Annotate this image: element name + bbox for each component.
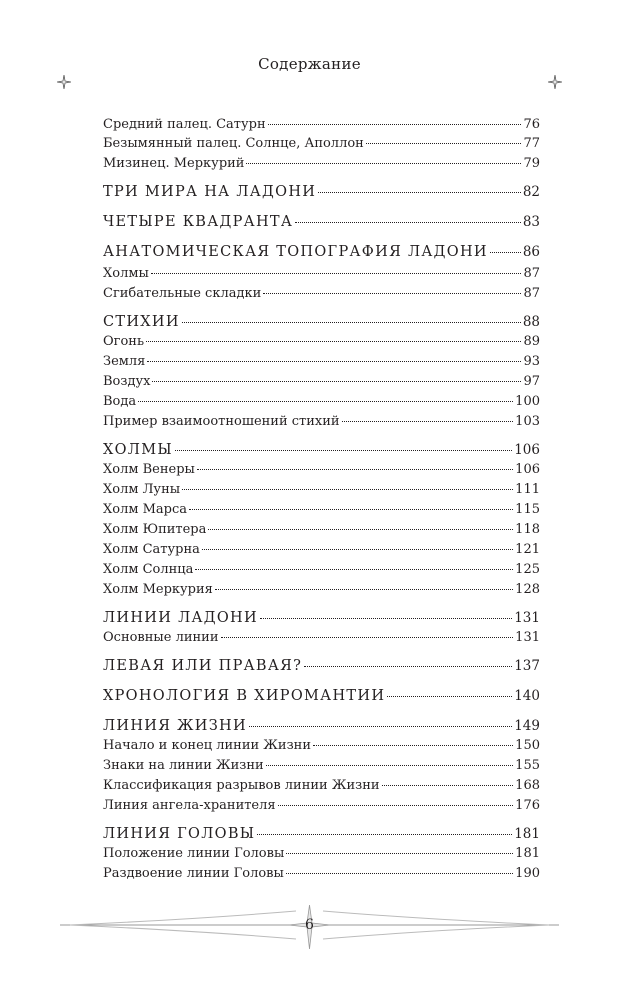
toc-entry-row bbox=[103, 117, 540, 137]
toc-entry-title: Безымянный палец. Солнце, Аполлон bbox=[103, 136, 364, 151]
toc-dot-leader bbox=[304, 665, 512, 667]
toc-dot-leader bbox=[268, 123, 522, 125]
toc-entry-title: Пример взаимоотношений стихий bbox=[103, 414, 340, 429]
toc-dot-leader bbox=[387, 695, 512, 697]
toc-entry-title: АНАТОМИЧЕСКАЯ ТОПОГРАФИЯ ЛАДОНИ bbox=[103, 244, 488, 260]
toc-dot-leader bbox=[215, 588, 513, 590]
toc-entry-title: Раздвоение линии Головы bbox=[103, 866, 284, 881]
toc-entry-row bbox=[103, 414, 540, 434]
toc-entry-row bbox=[103, 136, 540, 156]
toc-dot-leader bbox=[151, 272, 522, 274]
toc-entry-row bbox=[103, 542, 540, 562]
toc-entry-title: ЛИНИЯ ГОЛОВЫ bbox=[103, 826, 256, 842]
toc-entry-title: Сгибательные складки bbox=[103, 286, 262, 301]
toc-entry-title: Линия ангела-хранителя bbox=[103, 798, 276, 813]
toc-entry-title: Холм Юпитера bbox=[103, 522, 207, 537]
toc-entry-row bbox=[103, 738, 540, 758]
toc-page-number: 79 bbox=[523, 156, 540, 171]
toc-entry-title: Основные линии bbox=[103, 630, 219, 645]
toc-entry-row bbox=[103, 156, 540, 176]
toc-page-number: 87 bbox=[523, 266, 540, 281]
toc-entry-title: Холм Марса bbox=[103, 502, 187, 517]
toc-page-number: 88 bbox=[522, 314, 540, 330]
toc-entry-row bbox=[103, 286, 540, 306]
toc-entry-title: Классификация разрывов линии Жизни bbox=[103, 778, 380, 793]
toc-dot-leader bbox=[382, 784, 514, 786]
toc-entry-row bbox=[103, 582, 540, 602]
toc-entry-title: Вода bbox=[103, 394, 137, 409]
ornament-star-right-icon bbox=[548, 75, 562, 89]
page-number: 6 bbox=[305, 917, 314, 933]
toc-entry-row bbox=[103, 758, 540, 778]
toc-entry-title: Знаки на линии Жизни bbox=[103, 758, 264, 773]
toc-entry-title: СТИХИИ bbox=[103, 314, 180, 330]
toc-page-number: 131 bbox=[515, 630, 540, 645]
toc-dot-leader bbox=[189, 508, 513, 510]
page-header-title: Содержание bbox=[258, 55, 361, 73]
toc-page-number: 100 bbox=[515, 394, 540, 409]
toc-entry-title: ТРИ МИРА НА ЛАДОНИ bbox=[103, 184, 317, 200]
toc-entry-title: ЛИНИИ ЛАДОНИ bbox=[103, 610, 258, 626]
toc-dot-leader bbox=[286, 872, 513, 874]
toc-page-number: 77 bbox=[523, 136, 540, 151]
toc-page-number: 181 bbox=[515, 846, 540, 861]
toc-entry-title: Воздух bbox=[103, 374, 151, 389]
toc-page-number: 86 bbox=[522, 244, 540, 260]
toc-entry-row bbox=[103, 354, 540, 374]
toc-entry-title: Холм Меркурия bbox=[103, 582, 213, 597]
toc-dot-leader bbox=[138, 400, 513, 402]
toc-dot-leader bbox=[342, 420, 514, 422]
toc-dot-leader bbox=[286, 852, 513, 854]
toc-entry-row bbox=[103, 846, 540, 866]
toc-page-number: 137 bbox=[514, 658, 540, 674]
toc-dot-leader bbox=[146, 340, 521, 342]
toc-dot-leader bbox=[147, 360, 521, 362]
toc-dot-leader bbox=[152, 380, 521, 382]
toc-dot-leader bbox=[295, 221, 521, 223]
toc-dot-leader bbox=[175, 449, 512, 451]
toc-page-number: 118 bbox=[515, 522, 540, 537]
toc-page-number: 131 bbox=[514, 610, 540, 626]
toc-page-number: 121 bbox=[515, 542, 540, 557]
toc-page-number: 190 bbox=[515, 866, 540, 881]
toc-chapter-row bbox=[103, 184, 540, 206]
toc-page-number: 111 bbox=[515, 482, 540, 497]
toc-entry-row bbox=[103, 562, 540, 582]
toc-entry-title: Земля bbox=[103, 354, 146, 369]
toc-page-number: 149 bbox=[514, 718, 540, 734]
toc-page-number: 168 bbox=[515, 778, 540, 793]
toc-dot-leader bbox=[257, 833, 512, 835]
toc-entry-title: ЛИНИЯ ЖИЗНИ bbox=[103, 718, 247, 734]
toc-page-number: 176 bbox=[515, 798, 540, 813]
toc-page-number: 82 bbox=[522, 184, 540, 200]
toc-entry-title: Холм Венеры bbox=[103, 462, 195, 477]
toc-dot-leader bbox=[221, 636, 514, 638]
toc-entry-title: Положение линии Головы bbox=[103, 846, 285, 861]
toc-chapter-row bbox=[103, 826, 540, 848]
toc-entry-row bbox=[103, 462, 540, 482]
toc-page-number: 97 bbox=[523, 374, 540, 389]
toc-entry-row bbox=[103, 334, 540, 354]
toc-dot-leader bbox=[313, 744, 513, 746]
toc-entry-title: ЛЕВАЯ ИЛИ ПРАВАЯ? bbox=[103, 658, 303, 674]
toc-page-number: 155 bbox=[515, 758, 540, 773]
toc-page-number: 140 bbox=[514, 688, 540, 704]
toc-dot-leader bbox=[195, 568, 513, 570]
toc-dot-leader bbox=[490, 251, 521, 253]
toc-entry-title: Мизинец. Меркурий bbox=[103, 156, 245, 171]
toc-dot-leader bbox=[263, 292, 521, 294]
toc-entry-title: Холм Солнца bbox=[103, 562, 194, 577]
toc-dot-leader bbox=[260, 617, 512, 619]
toc-entry-row bbox=[103, 630, 540, 650]
toc-page-number: 76 bbox=[523, 117, 540, 132]
toc-page-number: 181 bbox=[514, 826, 540, 842]
toc-dot-leader bbox=[278, 804, 514, 806]
toc-entry-row bbox=[103, 522, 540, 542]
toc-chapter-row bbox=[103, 214, 540, 236]
toc-dot-leader bbox=[246, 162, 521, 164]
toc-entry-title: Холм Сатурна bbox=[103, 542, 200, 557]
toc-entry-row bbox=[103, 482, 540, 502]
toc-page-number: 93 bbox=[523, 354, 540, 369]
toc-dot-leader bbox=[266, 764, 513, 766]
toc-entry-row bbox=[103, 798, 540, 818]
toc-chapter-row bbox=[103, 244, 540, 266]
toc-entry-title: ХРОНОЛОГИЯ В ХИРОМАНТИИ bbox=[103, 688, 386, 704]
toc-page-number: 150 bbox=[515, 738, 540, 753]
toc-dot-leader bbox=[366, 142, 522, 144]
toc-entry-row bbox=[103, 866, 540, 886]
toc-entry-row bbox=[103, 266, 540, 286]
toc-entry-row bbox=[103, 374, 540, 394]
toc-dot-leader bbox=[208, 528, 513, 530]
toc-entry-row bbox=[103, 778, 540, 798]
toc-page-number: 83 bbox=[522, 214, 540, 230]
toc-page-number: 125 bbox=[515, 562, 540, 577]
toc-chapter-row bbox=[103, 718, 540, 740]
toc-chapter-row bbox=[103, 688, 540, 710]
toc-entry-title: Начало и конец линии Жизни bbox=[103, 738, 311, 753]
toc-page-number: 106 bbox=[514, 442, 540, 458]
toc-entry-title: Холмы bbox=[103, 266, 149, 281]
toc-chapter-row bbox=[103, 314, 540, 336]
toc-dot-leader bbox=[202, 548, 513, 550]
toc-page-number: 115 bbox=[515, 502, 540, 517]
toc-entry-title: ХОЛМЫ bbox=[103, 442, 173, 458]
toc-entry-title: Огонь bbox=[103, 334, 145, 349]
toc-page-number: 106 bbox=[515, 462, 540, 477]
toc-page-number: 87 bbox=[523, 286, 540, 301]
toc-entry-title: ЧЕТЫРЕ КВАДРАНТА bbox=[103, 214, 294, 230]
toc-entry-row bbox=[103, 394, 540, 414]
toc-entry-row bbox=[103, 502, 540, 522]
toc-chapter-row bbox=[103, 658, 540, 680]
toc-dot-leader bbox=[182, 321, 521, 323]
toc-dot-leader bbox=[182, 488, 513, 490]
ornament-star-left-icon bbox=[57, 75, 71, 89]
toc-page-number: 103 bbox=[515, 414, 540, 429]
toc-entry-title: Средний палец. Сатурн bbox=[103, 117, 266, 132]
toc-chapter-row bbox=[103, 610, 540, 632]
toc-dot-leader bbox=[197, 468, 513, 470]
toc-page-number: 89 bbox=[523, 334, 540, 349]
toc-dot-leader bbox=[318, 191, 521, 193]
toc-chapter-row bbox=[103, 442, 540, 464]
toc-entry-title: Холм Луны bbox=[103, 482, 181, 497]
toc-dot-leader bbox=[249, 725, 512, 727]
toc-page-number: 128 bbox=[515, 582, 540, 597]
